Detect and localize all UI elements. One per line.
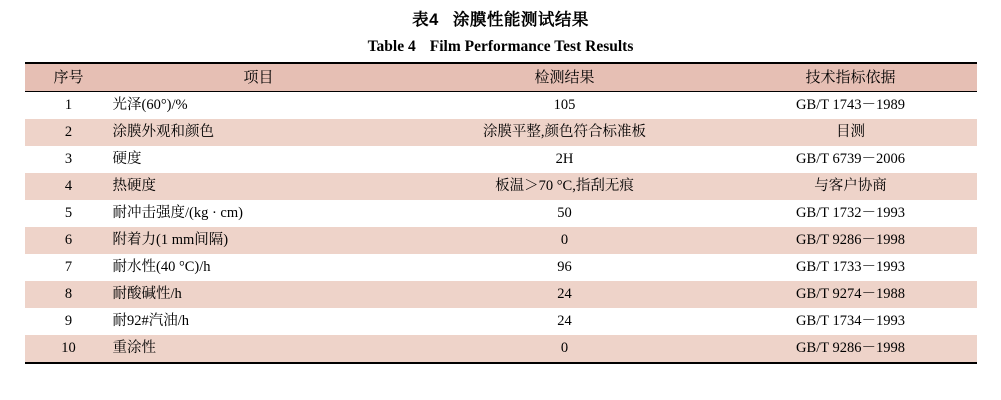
performance-table-body [25,92,977,362]
cell-standard: GB/T 9274－1988 [725,281,977,308]
caption-chinese-label: 表4 [412,11,439,29]
cell-item: 附着力(1 mm间隔) [113,227,405,254]
table-row [25,119,977,146]
cell-standard: GB/T 1734－1993 [725,308,977,335]
table-row [25,146,977,173]
caption-chinese-text: 涂膜性能测试结果 [452,11,589,29]
cell-no: 1 [25,92,113,119]
table-row [25,281,977,308]
table-header-row [25,64,977,91]
caption-chinese [0,0,1001,30]
cell-item: 重涂性 [113,335,405,362]
cell-result: 涂膜平整,颜色符合标准板 [405,119,725,146]
cell-standard: GB/T 1743－1989 [725,92,977,119]
column-header-standard: 技术指标依据 [725,64,977,91]
cell-no: 4 [25,173,113,200]
cell-standard: 目测 [725,119,977,146]
table-row [25,254,977,281]
cell-result: 50 [405,200,725,227]
cell-item: 光泽(60°)/% [113,92,405,119]
table-row [25,200,977,227]
table-row [25,335,977,362]
cell-result: 96 [405,254,725,281]
cell-item: 耐冲击强度/(kg · cm) [113,200,405,227]
cell-standard: 与客户协商 [725,173,977,200]
cell-no: 6 [25,227,113,254]
cell-item: 涂膜外观和颜色 [113,119,405,146]
cell-result: 24 [405,281,725,308]
column-header-item: 项目 [113,64,405,91]
cell-result: 0 [405,335,725,362]
cell-no: 5 [25,200,113,227]
column-header-no: 序号 [25,64,113,91]
cell-result: 105 [405,92,725,119]
column-header-result: 检测结果 [405,64,725,91]
caption-english-label: Table 4 [367,38,416,55]
cell-no: 10 [25,335,113,362]
table-row [25,173,977,200]
cell-item: 硬度 [113,146,405,173]
table-row [25,227,977,254]
cell-result: 2H [405,146,725,173]
table-bottom-rule [25,362,977,364]
table-row [25,308,977,335]
cell-result: 24 [405,308,725,335]
cell-no: 7 [25,254,113,281]
caption-english [0,30,1001,62]
cell-standard: GB/T 1732－1993 [725,200,977,227]
cell-item: 热硬度 [113,173,405,200]
cell-item: 耐92#汽油/h [113,308,405,335]
cell-standard: GB/T 6739－2006 [725,146,977,173]
cell-no: 9 [25,308,113,335]
caption-english-text: Film Performance Test Results [429,38,634,55]
cell-item: 耐水性(40 °C)/h [113,254,405,281]
cell-item: 耐酸碱性/h [113,281,405,308]
cell-result: 板温＞70 °C,指刮无痕 [405,173,725,200]
cell-no: 2 [25,119,113,146]
table-row [25,92,977,119]
cell-result: 0 [405,227,725,254]
cell-no: 8 [25,281,113,308]
cell-standard: GB/T 1733－1993 [725,254,977,281]
cell-no: 3 [25,146,113,173]
performance-table [25,64,977,91]
cell-standard: GB/T 9286－1998 [725,227,977,254]
cell-standard: GB/T 9286－1998 [725,335,977,362]
